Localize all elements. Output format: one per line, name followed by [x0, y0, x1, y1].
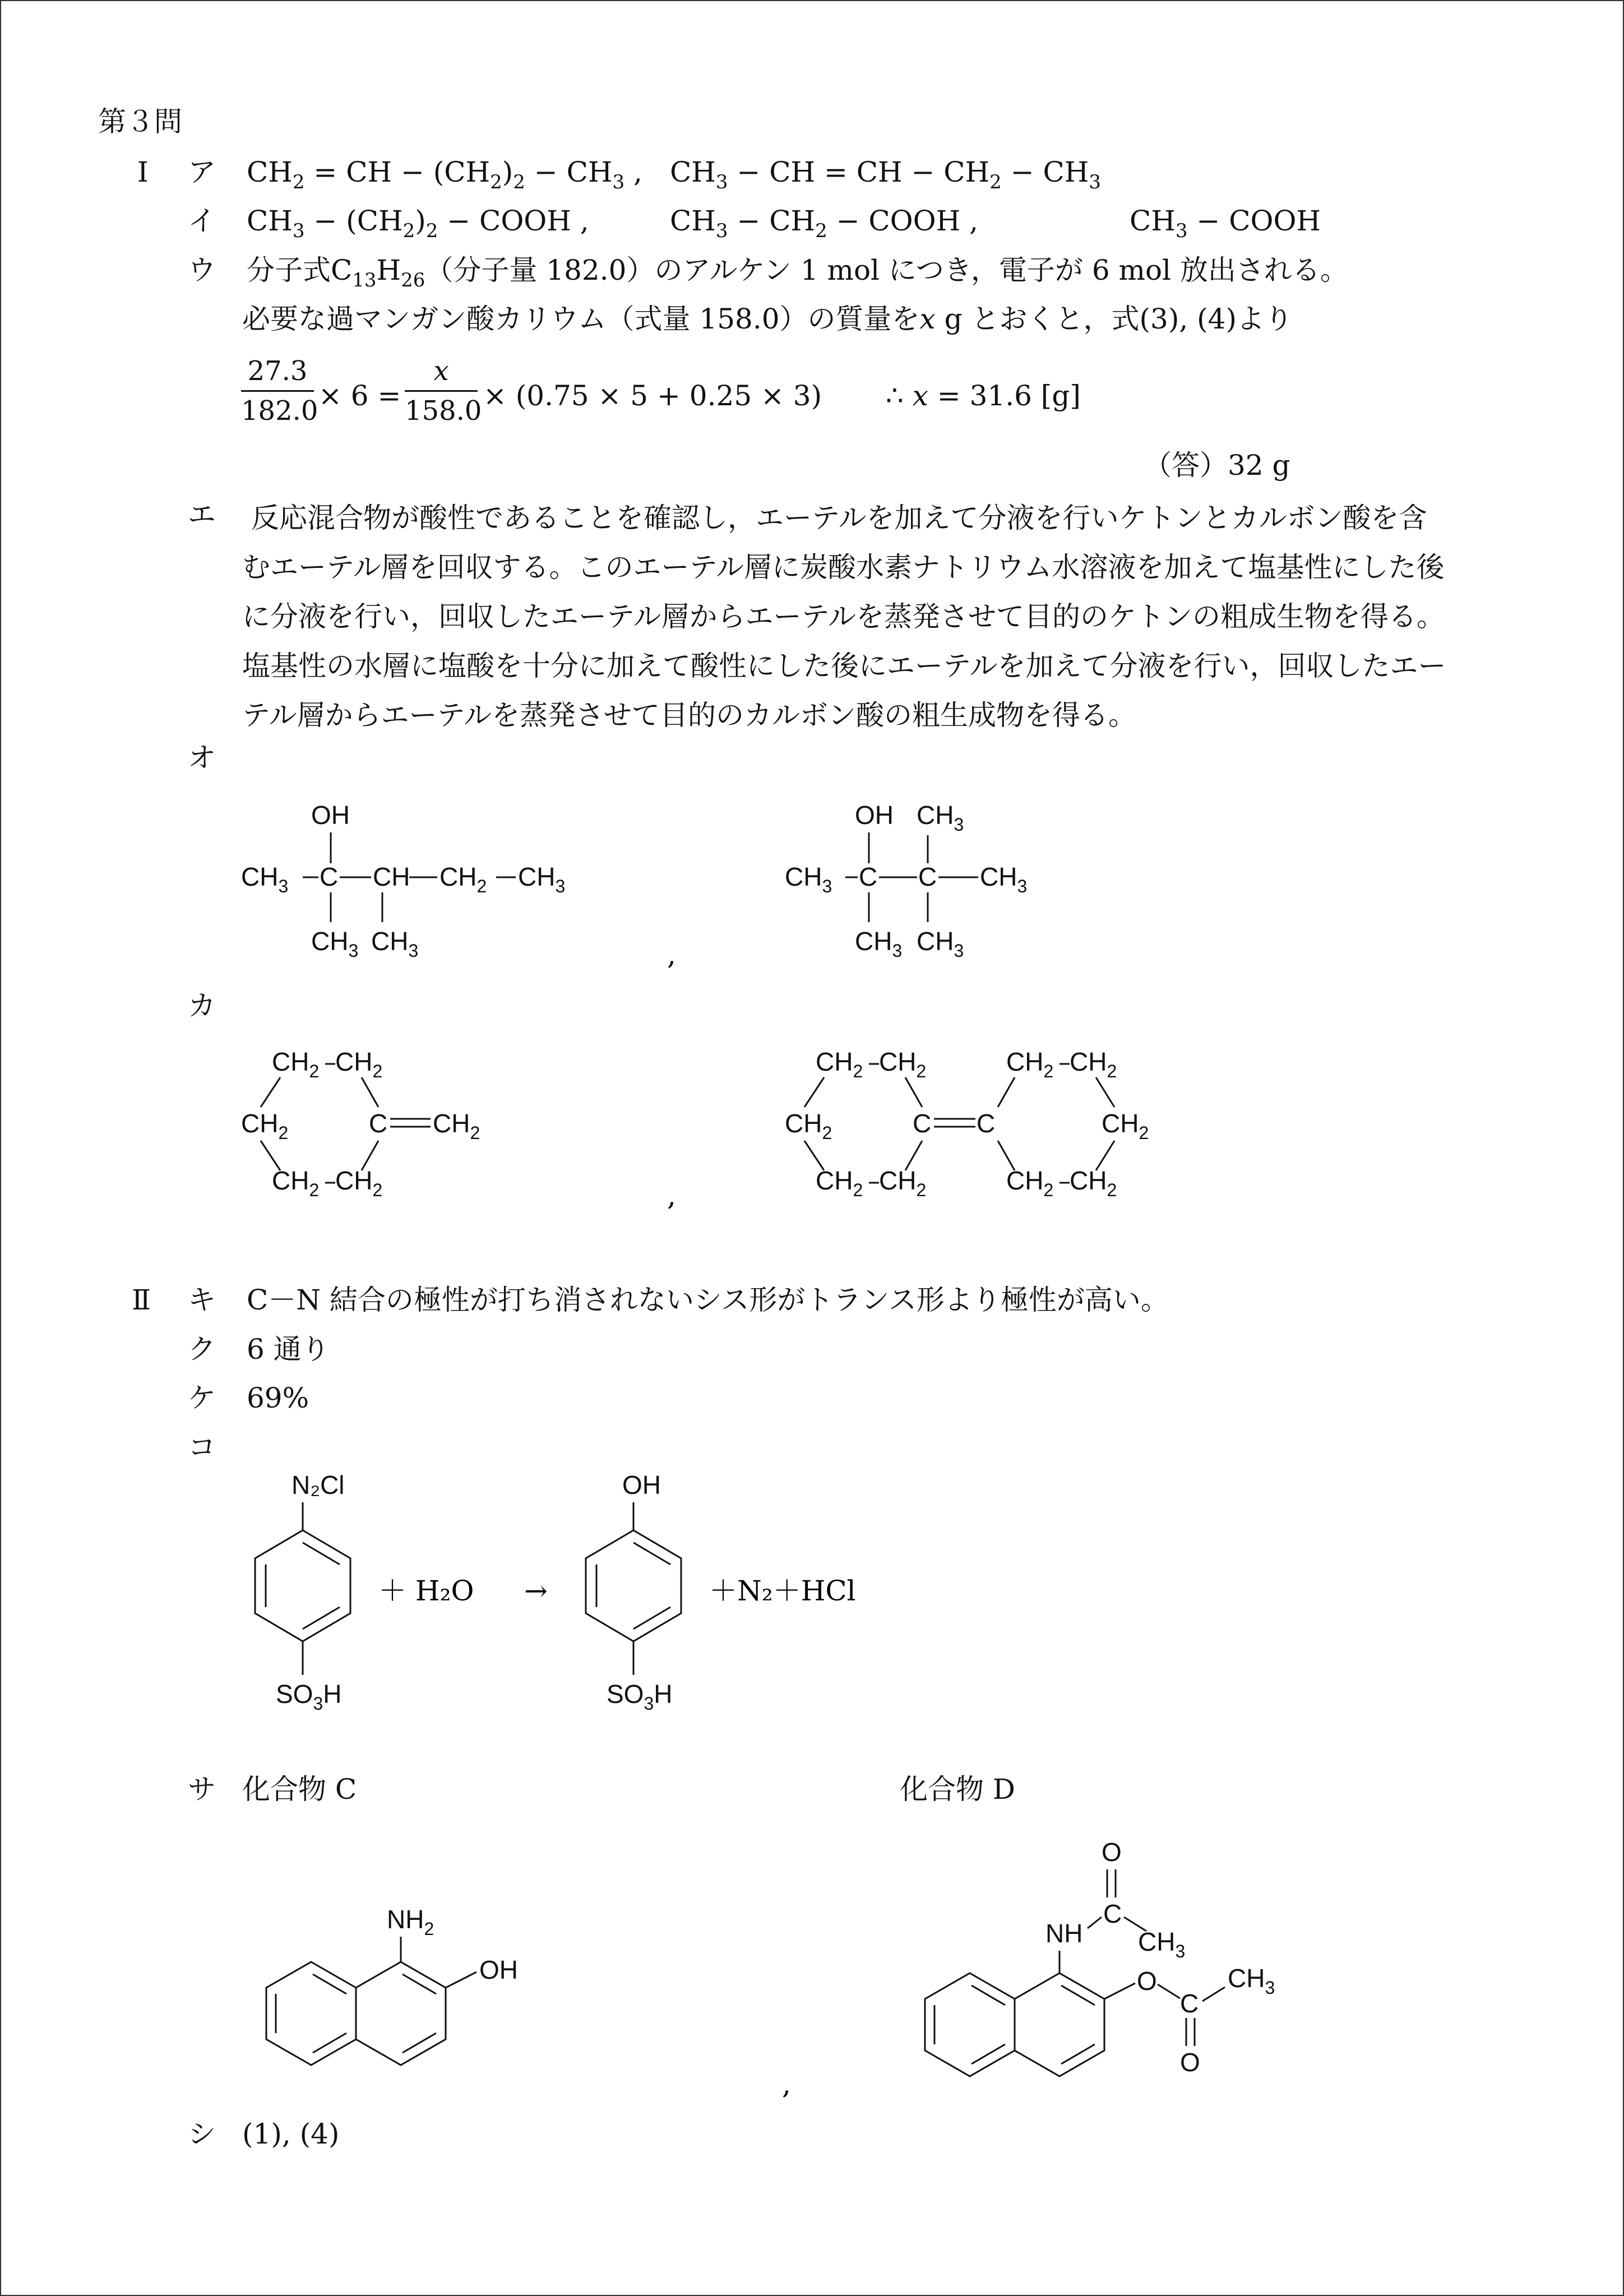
o-label: O: [1137, 1966, 1157, 1996]
item-ka-label: カ: [188, 989, 216, 1022]
ch2-label: $CH_2$: [241, 1109, 289, 1143]
nh2-label: $NH_2$: [387, 1905, 434, 1939]
item-ka-structures: [224, 1037, 1401, 1216]
item-ku-label: ク: [188, 1333, 216, 1365]
structure-separator: ,: [667, 938, 676, 971]
hydroxybenzenesulfonic-acid: [586, 1470, 681, 1714]
ch2-label: $CH_2$: [785, 1109, 832, 1143]
item-e-line: 反応混合物が酸性であることを確認し，エーテルを加えて分液を行いケトンとカルボン酸を含: [251, 502, 1427, 534]
fraction-1: 27.3 182.0: [241, 355, 318, 427]
section-1-numeral: Ⅰ: [137, 156, 149, 188]
section-2-numeral: Ⅱ: [132, 1284, 151, 1316]
oh-label: OH: [479, 1955, 518, 1984]
item-a-formula-1: $CH_2$ = CH − $(CH_2)_2 - CH_3$ ,: [247, 156, 642, 193]
ch2-label: $CH_2$: [816, 1047, 863, 1081]
compound-d-label: 化合物 D: [900, 1773, 1015, 1806]
ch2-label: $CH_2$: [1070, 1166, 1117, 1200]
c-label: C: [1180, 1989, 1199, 2018]
ch2-label: $CH_2$: [879, 1047, 927, 1081]
result-expression: ∴ 𝑥 = 31.6 [g]: [886, 379, 1081, 412]
c-label: C: [977, 1109, 996, 1138]
c-label: C: [913, 1109, 932, 1138]
structure-o-2: [785, 800, 1027, 961]
compound-c-structure: [266, 1905, 518, 2065]
c-label: C: [320, 862, 339, 891]
oh-label: OH: [855, 800, 894, 830]
ch3-label: $CH_3$: [1138, 1927, 1186, 1961]
ch3-label: $CH_3$: [241, 862, 289, 896]
item-i-formula-3: $CH_3$ − COOH: [1130, 205, 1321, 242]
item-e-paragraph: [242, 493, 1532, 740]
item-a-formula-2: $CH_3$ − CH = CH − $CH_2 - CH_3$: [670, 156, 1101, 193]
item-i-formula-1: $CH_3 - (CH_2)_2$ − COOH ,: [247, 205, 589, 242]
c-label: C: [369, 1109, 388, 1138]
structure-ka-2: [785, 1047, 1149, 1200]
item-ko-label: コ: [188, 1431, 216, 1464]
item-i-label: イ: [188, 205, 216, 237]
byproducts: ＋N₂＋HCl: [709, 1575, 856, 1607]
ch2-label: $CH_2$: [272, 1166, 320, 1200]
ratio-expression: × (0.75 × 5 + 0.25 × 3): [483, 379, 822, 412]
item-shi-label: シ: [188, 2118, 216, 2150]
item-sa-structures: [224, 1816, 1345, 2108]
answer-u: （答）32 g: [1144, 449, 1290, 482]
reaction-arrow: →: [524, 1575, 548, 1607]
compound-d-structure: [925, 1837, 1275, 2077]
structure-ka-1: [241, 1047, 480, 1200]
ch2-label: $CH_2$: [335, 1166, 383, 1200]
item-u-line-2: 必要な過マンガン酸カリウム（式量 158.0）の質量を𝑥 g とおくと，式(3), (4)より: [242, 303, 1293, 335]
item-e-line: に分液を行い，回収したエーテル層からエーテルを蒸発させて目的のケトンの粗成生物を得る。: [242, 600, 1445, 633]
ch2-label: $CH_2$: [1006, 1166, 1054, 1200]
item-e-line: 塩基性の水層に塩酸を十分に加えて酸性にした後にエーテルを加えて分液を行い，回収したエー: [242, 650, 1446, 682]
ch2-label: $CH_2$: [272, 1047, 320, 1081]
ch3-label: $CH_3$: [785, 862, 832, 896]
item-ke-text: 69%: [247, 1382, 309, 1414]
ch3-label: $CH_3$: [917, 927, 964, 961]
ch2-label: $CH_2$: [816, 1166, 863, 1200]
item-a-label: ア: [188, 156, 216, 188]
structure-separator: ,: [782, 2068, 791, 2100]
o-label: O: [1102, 1837, 1122, 1867]
ch2-label: $CH_2$: [879, 1166, 927, 1200]
ch3-label: $CH_3$: [980, 862, 1028, 896]
c-label: C: [859, 862, 878, 891]
plus-water: ＋ H₂O: [378, 1575, 474, 1607]
times-six: × 6 =: [318, 379, 401, 412]
item-sa-label: サ: [188, 1773, 216, 1806]
ch3-label: $CH_3$: [311, 927, 359, 961]
item-u-line-1: 分子式$C_{13}H_{26}$（分子量 182.0）のアルケン 1 mol につき，電子が 6 mol 放出される。: [247, 254, 1348, 291]
n2cl-label: N₂Cl: [292, 1470, 345, 1499]
diazonium-benzenesulfonic-acid: [255, 1470, 350, 1714]
ch3-label: $CH_3$: [371, 927, 419, 961]
oh-label: OH: [311, 800, 350, 830]
structure-separator: ,: [667, 1179, 676, 1212]
fraction-2: 𝑥 158.0: [405, 355, 482, 427]
item-ke-label: ケ: [188, 1382, 216, 1414]
item-e-line: むエーテル層を回収する。このエーテル層に炭酸水素ナトリウム水溶液を加えて塩基性にした後: [242, 551, 1445, 584]
structure-o-1: [241, 800, 565, 961]
item-ki-text: C－N 結合の極性が打ち消されないシス形がトランス形より極性が高い。: [247, 1284, 1169, 1316]
item-u-label: ウ: [188, 254, 216, 286]
item-ku-text: 6 通り: [247, 1333, 330, 1365]
item-ki-label: キ: [188, 1284, 216, 1316]
c-label: C: [1103, 1899, 1122, 1928]
oh-label: OH: [622, 1470, 661, 1499]
c-label: C: [918, 862, 937, 891]
item-e-line: テル層からエーテルを蒸発させて目的のカルボン酸の粗生成物を得る。: [242, 699, 1136, 732]
item-e-label: エ: [188, 498, 216, 531]
item-shi-text: (1), (4): [242, 2118, 340, 2150]
item-i-formula-2: $CH_3 - CH_2$ − COOH ,: [670, 205, 979, 242]
problem-header: 第３問: [98, 105, 182, 138]
ch3-label: $CH_3$: [917, 800, 964, 835]
so3h-label: $SO_3H$: [607, 1679, 673, 1714]
ch2-label: $CH_2$: [1006, 1047, 1054, 1081]
ch2-label: $CH_2$: [439, 862, 487, 896]
ch3-label: $CH_3$: [855, 927, 903, 961]
o-label: O: [1180, 2048, 1200, 2077]
ch2-label: $CH_2$: [433, 1109, 480, 1143]
item-ko-reaction: [224, 1463, 953, 1732]
item-o-label: オ: [188, 742, 216, 774]
ch3-label: $CH_3$: [518, 862, 566, 896]
nh-label: NH: [1045, 1919, 1083, 1948]
ch3-label: $CH_3$: [1228, 1964, 1275, 1998]
ch2-label: $CH_2$: [1102, 1109, 1149, 1143]
ch2-label: $CH_2$: [335, 1047, 383, 1081]
ch-label: CH: [373, 862, 410, 891]
compound-c-label: 化合物 C: [242, 1773, 357, 1806]
ch2-label: $CH_2$: [1070, 1047, 1117, 1081]
so3h-label: $SO_3H$: [276, 1679, 342, 1714]
item-o-structures: [224, 785, 1401, 975]
